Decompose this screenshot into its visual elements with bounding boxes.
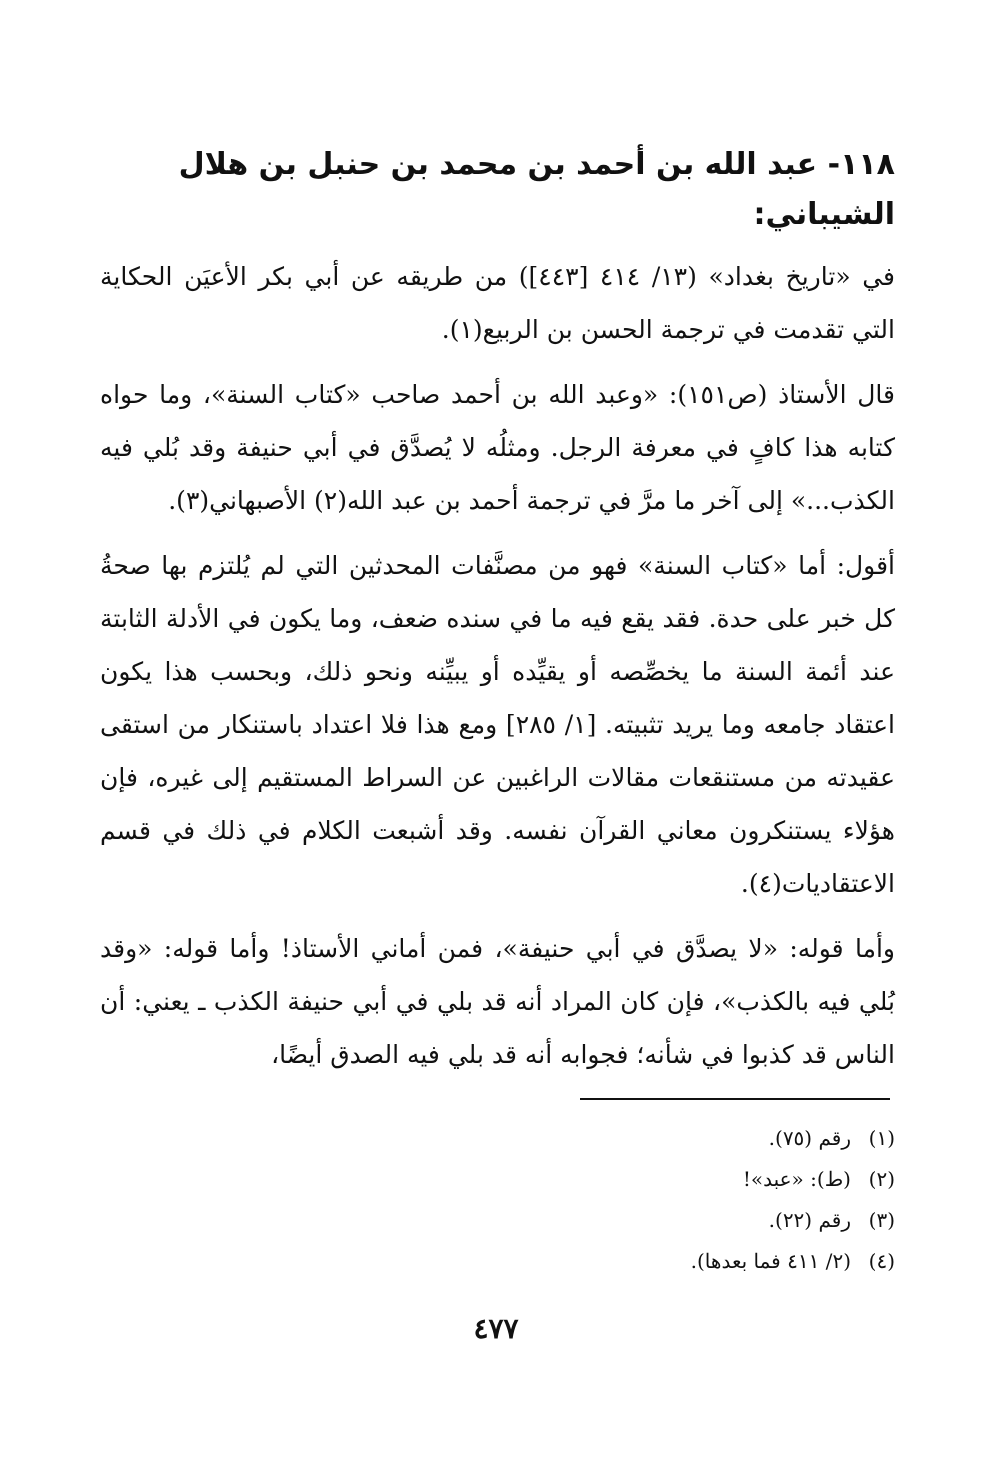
footnote-text: (٢/ ٤١١ فما بعدها). bbox=[690, 1249, 851, 1273]
footnote-item bbox=[100, 1118, 895, 1159]
paragraph: أقول: أما «كتاب السنة» فهو من مصنَّفات المحدثين التي لم يُلتزم بها صحةُ كل خبر على حدة. فقد يقع فيه ما في سنده ضعف، وما يكون في الأدلة الثابتة عند أئمة السنة ما يخصِّصه أو يقيِّده أو يبيِّنه ونحو ذلك، وبحسب هذا يكون اعتقاد جامعه وما يريد تثبيته. [١/ ٢٨٥] ومع هذا فلا اعتداد باستنكار من استقى عقيدته من مستنقعات مقالات الراغبين عن السراط المستقيم إلى غيره، فإن هؤلاء يستنكرون معاني القرآن نفسه. وقد أشبعت الكلام في ذلك في قسم الاعتقاديات(٤). bbox=[100, 551, 895, 898]
footnote-item bbox=[100, 1159, 895, 1200]
footnotes bbox=[100, 1118, 895, 1282]
footnote-number: (١) bbox=[868, 1126, 895, 1150]
page-body bbox=[100, 140, 895, 1093]
footnote-item bbox=[100, 1241, 895, 1282]
entry-heading: ١١٨- عبد الله بن أحمد بن محمد بن حنبل بن هلال الشيباني: bbox=[178, 147, 895, 232]
footnote-number: (٢) bbox=[868, 1167, 895, 1191]
footnote-divider bbox=[580, 1098, 890, 1100]
footnote-text: (ط): «عبد»! bbox=[742, 1167, 851, 1191]
page-number: ٤٧٧ bbox=[473, 1312, 519, 1345]
footnote-number: (٤) bbox=[868, 1249, 895, 1273]
footnote-text: رقم (٧٥). bbox=[768, 1126, 851, 1150]
paragraph: وأما قوله: «لا يصدَّق في أبي حنيفة»، فمن أماني الأستاذ! وأما قوله: «وقد بُلي فيه بالكذب»، فإن كان المراد أنه قد بلي في أبي حنيفة الكذب ـ يعني: أن الناس قد كذبوا في شأنه؛ فجوابه أنه قد بلي فيه الصدق أيضًا، bbox=[100, 934, 895, 1069]
footnote-text: رقم (٢٢). bbox=[768, 1208, 851, 1232]
footnote-item bbox=[100, 1200, 895, 1241]
paragraph: قال الأستاذ (ص١٥١): «وعبد الله بن أحمد صاحب «كتاب السنة»، وما حواه كتابه هذا كافٍ في معرفة الرجل. ومثلُه لا يُصدَّق في أبي حنيفة وقد بُلي فيه الكذب...» إلى آخر ما مرَّ في ترجمة أحمد بن عبد الله(٢) الأصبهاني(٣). bbox=[100, 380, 895, 515]
paragraph: في «تاريخ بغداد» (١٣/ ٤١٤ [٤٤٣]) من طريقه عن أبي بكر الأعيَن الحكاية التي تقدمت في ترجمة الحسن بن الربيع(١). bbox=[100, 262, 896, 344]
footnote-number: (٣) bbox=[868, 1208, 895, 1232]
